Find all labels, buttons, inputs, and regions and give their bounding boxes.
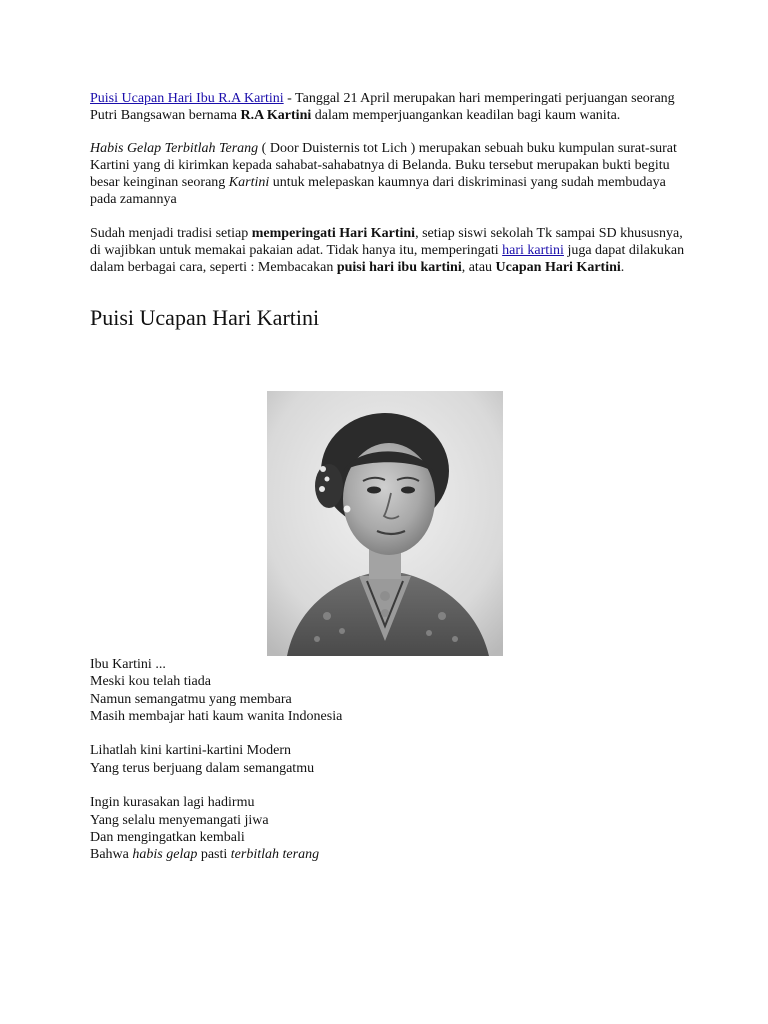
tradition-bold-1: memperingati Hari Kartini: [251, 226, 416, 241]
intro-paragraph: [90, 90, 690, 124]
hari-kartini-link[interactable]: hari kartini: [502, 243, 564, 258]
book-text-1: ( Door Duisternis tot Lich ) merupakan sebuah buku kumpulan surat-surat Kartini yang di kirimkan kepada sahabat-sahabatnya di Belanda. Buku tersebut merupakan bukti begitu besar keinginan seorang: [90, 141, 677, 190]
book-italic-name: Kartini: [228, 175, 270, 190]
intro-link[interactable]: Puisi Ucapan Hari Ibu R.A Kartini: [90, 91, 284, 106]
tradition-paragraph: [90, 225, 690, 276]
poem-text: Bahwa: [90, 847, 133, 863]
poem-italic: terbitlah terang: [230, 847, 320, 863]
book-title: Habis Gelap Terbitlah Terang: [90, 141, 259, 156]
poem-line: Lihatlah kini kartini-kartini Modern: [90, 743, 292, 759]
poem-line: Meski kou telah tiada: [90, 674, 211, 690]
book-text-2: untuk melepaskan kaumnya dari diskriminasi yang sudah membudaya pada zamannya: [90, 175, 666, 207]
tradition-text-4: , atau: [461, 260, 496, 275]
poem-line: Ingin kurasakan lagi hadirmu: [90, 795, 255, 811]
poem-italic: habis gelap: [132, 847, 198, 863]
tradition-text-5: .: [620, 260, 625, 275]
poem-line: Yang selalu menyemangati jiwa: [90, 812, 269, 828]
poem-line-last: [90, 846, 690, 863]
poem-stanza: [90, 656, 690, 725]
poem-text: pasti: [197, 847, 231, 863]
book-paragraph: [90, 140, 690, 208]
tradition-text-3: juga dapat dilakukan dalam berbagai cara, seperti : Membacakan: [90, 243, 685, 275]
poem-line: Dan mengingatkan kembali: [90, 829, 245, 845]
section-heading: Puisi Ucapan Hari Kartini: [90, 305, 320, 330]
intro-bold-name: R.A Kartini: [240, 108, 312, 123]
tradition-bold-2: puisi hari ibu kartini: [336, 260, 462, 275]
poem-line: Masih membajar hati kaum wanita Indonesia: [90, 708, 343, 724]
portrait-photo: [267, 391, 503, 656]
article-body: [90, 90, 690, 331]
tradition-bold-3: Ucapan Hari Kartini: [495, 260, 621, 275]
tradition-text-1: Sudah menjadi tradisi setiap: [90, 226, 252, 241]
intro-text-1: - Tanggal 21 April merupakan hari memperingati perjuangan seorang Putri Bangsawan bernama: [90, 91, 675, 123]
poem-stanza: [90, 794, 690, 863]
poem: [90, 656, 690, 864]
poem-line: Yang terus berjuang dalam semangatmu: [90, 760, 315, 776]
poem-line: Namun semangatmu yang membara: [90, 691, 292, 707]
intro-text-2: dalam memperjuangankan keadilan bagi kaum wanita.: [311, 108, 621, 123]
poem-line: Ibu Kartini ...: [90, 657, 166, 672]
poem-stanza: [90, 742, 690, 777]
tradition-text-2: , setiap siswi sekolah Tk sampai SD khususnya, di wajibkan untuk memakai pakaian adat. Tidak hanya itu, memperingati: [90, 226, 683, 258]
